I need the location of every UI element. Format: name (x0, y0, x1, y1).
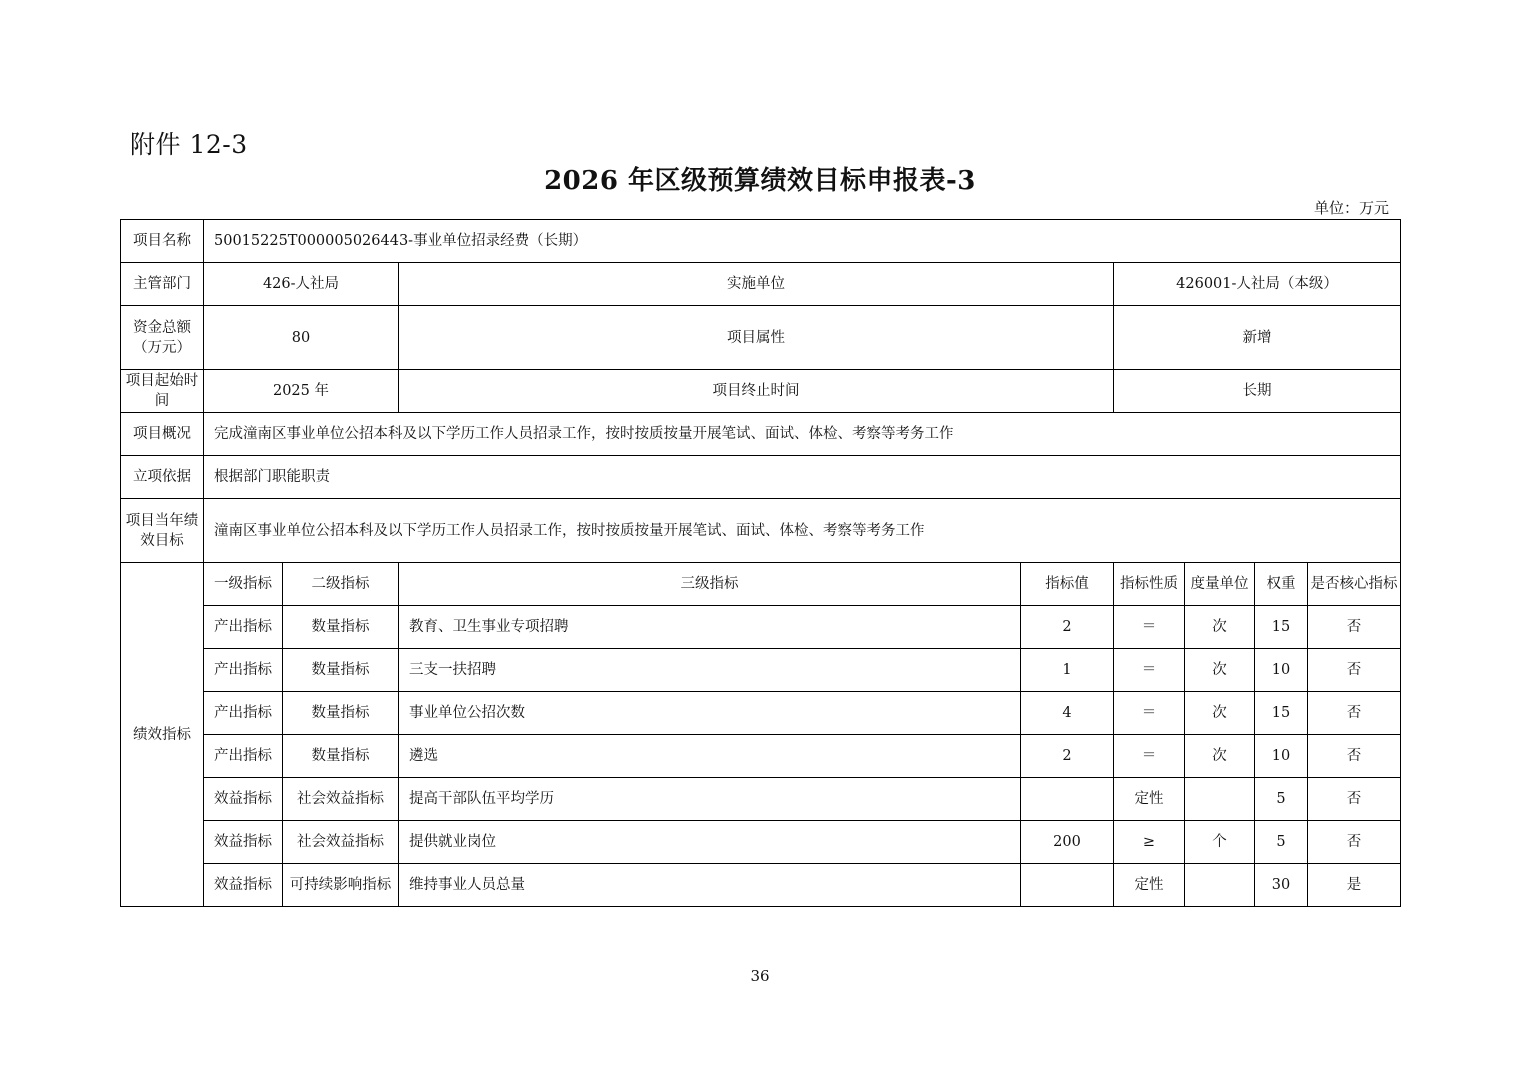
unit-label: 单位：万元 (1313, 199, 1389, 217)
end-value: 长期 (1114, 370, 1401, 413)
row-department (121, 263, 1401, 306)
indicator-row (121, 821, 1401, 864)
indicator-value-cell: 2 (1021, 606, 1114, 649)
dept-label: 主管部门 (121, 263, 204, 306)
indicator-weight-cell: 10 (1255, 649, 1308, 692)
indicator-weight-cell: 15 (1255, 692, 1308, 735)
indicator-level3-cell: 提供就业岗位 (399, 821, 1021, 864)
basis-label: 立项依据 (121, 456, 204, 499)
page-title: 2026 年区级预算绩效目标申报表-3 (544, 166, 976, 196)
indicator-core-cell: 否 (1308, 821, 1401, 864)
indicator-unit-cell: 次 (1185, 649, 1255, 692)
indicator-level2-cell: 数量指标 (283, 649, 399, 692)
indicator-level1-cell: 产出指标 (204, 735, 283, 778)
indicator-level3-cell: 提高干部队伍平均学历 (399, 778, 1021, 821)
indicator-weight-cell: 15 (1255, 606, 1308, 649)
attribute-value: 新增 (1114, 306, 1401, 370)
indicator-core-cell: 否 (1308, 606, 1401, 649)
basis-value: 根据部门职能职责 (204, 456, 1401, 499)
indicator-nature-cell: 定性 (1114, 778, 1185, 821)
indicator-core-cell: 否 (1308, 649, 1401, 692)
indicator-level1-cell: 产出指标 (204, 606, 283, 649)
start-value: 2025 年 (204, 370, 399, 413)
indicator-row (121, 606, 1401, 649)
indicator-level1-cell: 产出指标 (204, 649, 283, 692)
attribute-label: 项目属性 (399, 306, 1114, 370)
indicator-core-cell: 否 (1308, 778, 1401, 821)
overview-label: 项目概况 (121, 413, 204, 456)
header-level1: 一级指标 (204, 563, 283, 606)
indicator-row (121, 649, 1401, 692)
indicator-weight-cell: 30 (1255, 864, 1308, 907)
header-level3: 三级指标 (399, 563, 1021, 606)
indicator-unit-cell (1185, 864, 1255, 907)
indicator-row (121, 692, 1401, 735)
indicator-nature-cell: ＝ (1114, 735, 1185, 778)
header-unit: 度量单位 (1185, 563, 1255, 606)
header-value: 指标值 (1021, 563, 1114, 606)
page-number: 36 (750, 967, 770, 985)
header-weight: 权重 (1255, 563, 1308, 606)
indicator-level2-cell: 社会效益指标 (283, 821, 399, 864)
indicator-level2-cell: 社会效益指标 (283, 778, 399, 821)
project-name-label: 项目名称 (121, 220, 204, 263)
indicator-level3-cell: 教育、卫生事业专项招聘 (399, 606, 1021, 649)
indicator-level1-cell: 效益指标 (204, 778, 283, 821)
impl-unit-value: 426001-人社局（本级） (1114, 263, 1401, 306)
indicator-level1-cell: 产出指标 (204, 692, 283, 735)
indicators-label: 绩效指标 (121, 563, 204, 907)
indicator-unit-cell: 次 (1185, 606, 1255, 649)
row-project-name (121, 220, 1401, 263)
goal-value: 潼南区事业单位公招本科及以下学历工作人员招录工作，按时按质按量开展笔试、面试、体检、考察等考务工作 (204, 499, 1401, 563)
indicator-level2-cell: 可持续影响指标 (283, 864, 399, 907)
indicator-core-cell: 否 (1308, 692, 1401, 735)
indicator-value-cell (1021, 778, 1114, 821)
indicator-unit-cell (1185, 778, 1255, 821)
header-level2: 二级指标 (283, 563, 399, 606)
indicator-row (121, 735, 1401, 778)
indicator-level1-cell: 效益指标 (204, 821, 283, 864)
funds-label: 资金总额（万元） (121, 306, 204, 370)
row-funds (121, 306, 1401, 370)
indicator-unit-cell: 次 (1185, 735, 1255, 778)
indicator-value-cell: 4 (1021, 692, 1114, 735)
indicator-value-cell (1021, 864, 1114, 907)
indicator-nature-cell: 定性 (1114, 864, 1185, 907)
indicator-nature-cell: ＝ (1114, 606, 1185, 649)
indicator-level2-cell: 数量指标 (283, 735, 399, 778)
indicator-weight-cell: 10 (1255, 735, 1308, 778)
indicator-value-cell: 200 (1021, 821, 1114, 864)
attachment-label: 附件 12-3 (130, 130, 248, 159)
dept-value: 426-人社局 (204, 263, 399, 306)
header-nature: 指标性质 (1114, 563, 1185, 606)
indicator-level2-cell: 数量指标 (283, 606, 399, 649)
indicator-row (121, 778, 1401, 821)
start-label: 项目起始时间 (121, 370, 204, 413)
indicator-value-cell: 1 (1021, 649, 1114, 692)
indicator-level3-cell: 维持事业人员总量 (399, 864, 1021, 907)
indicator-weight-cell: 5 (1255, 778, 1308, 821)
indicator-row (121, 864, 1401, 907)
indicator-level3-cell: 事业单位公招次数 (399, 692, 1021, 735)
indicator-nature-cell: ≥ (1114, 821, 1185, 864)
indicator-header-row (121, 563, 1401, 606)
impl-unit-label: 实施单位 (399, 263, 1114, 306)
indicator-level2-cell: 数量指标 (283, 692, 399, 735)
indicator-level1-cell: 效益指标 (204, 864, 283, 907)
indicator-core-cell: 是 (1308, 864, 1401, 907)
project-name-value: 50015225T000005026443-事业单位招录经费（长期） (204, 220, 1401, 263)
indicator-nature-cell: ＝ (1114, 649, 1185, 692)
indicator-unit-cell: 次 (1185, 692, 1255, 735)
header-core: 是否核心指标 (1308, 563, 1401, 606)
indicator-level3-cell: 三支一扶招聘 (399, 649, 1021, 692)
indicator-weight-cell: 5 (1255, 821, 1308, 864)
end-label: 项目终止时间 (399, 370, 1114, 413)
performance-target-table (120, 219, 1401, 907)
indicator-nature-cell: ＝ (1114, 692, 1185, 735)
row-basis (121, 456, 1401, 499)
funds-value: 80 (204, 306, 399, 370)
overview-value: 完成潼南区事业单位公招本科及以下学历工作人员招录工作，按时按质按量开展笔试、面试、体检、考察等考务工作 (204, 413, 1401, 456)
indicator-level3-cell: 遴选 (399, 735, 1021, 778)
indicator-value-cell: 2 (1021, 735, 1114, 778)
goal-label: 项目当年绩效目标 (121, 499, 204, 563)
indicator-core-cell: 否 (1308, 735, 1401, 778)
indicator-unit-cell: 个 (1185, 821, 1255, 864)
row-period (121, 370, 1401, 413)
row-overview (121, 413, 1401, 456)
row-goal (121, 499, 1401, 563)
